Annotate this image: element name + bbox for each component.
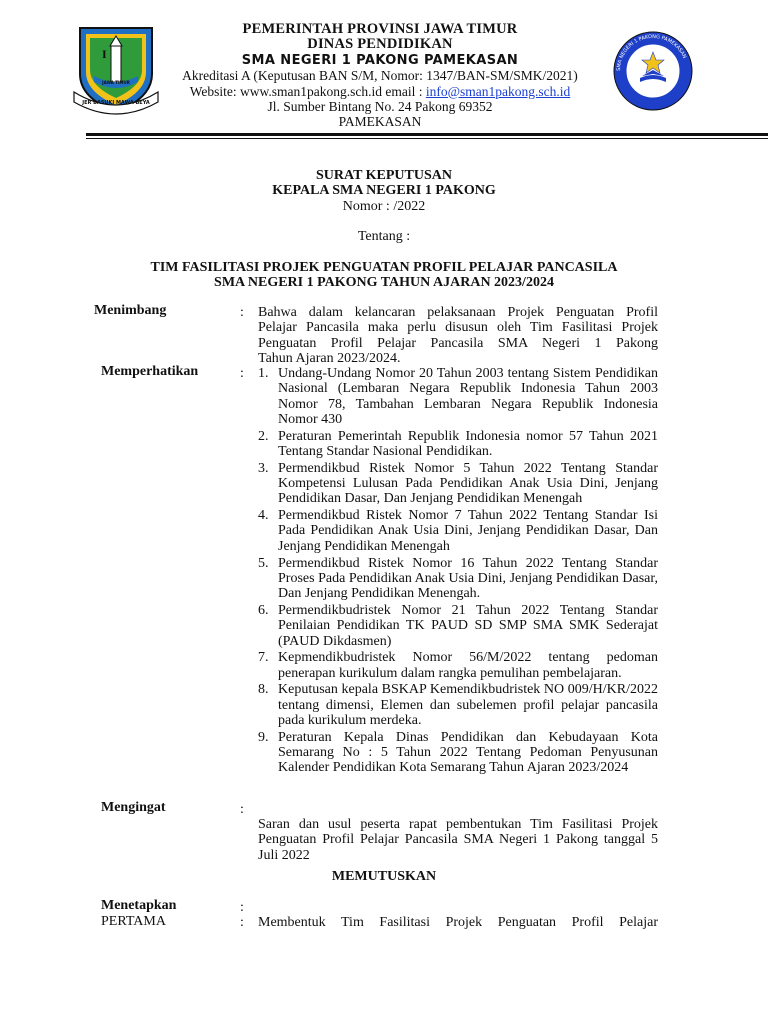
menimbang-line: Tahun Ajaran 2023/2024. <box>258 350 401 366</box>
menimbang-label: Menimbang <box>94 303 167 318</box>
crest-ribbon-bottom-text: JER BASUKI MAWA BEYA <box>82 100 150 106</box>
menimbang-line: Bahwa dalam kelancaran pelaksanaan Projek Penguatan Profil <box>258 305 658 320</box>
menimbang-line: Pelajar Pancasila maka perlu disusun oleh Tim Fasilitasi Projek <box>258 320 658 336</box>
pertama-colon: : <box>240 915 244 930</box>
doc-title: SURAT KEPUTUSAN <box>315 168 452 183</box>
letterhead-text <box>160 22 600 130</box>
subject-line-1: TIM FASILITASI PROJEK PENGUATAN PROFIL PELAJAR PANCASILA <box>150 260 618 275</box>
decision-heading: MEMUTUSKAN <box>331 869 437 884</box>
school-emblem-logo <box>612 30 694 112</box>
jawa-timur-crest-logo <box>70 22 162 116</box>
website-text: Website: www.sman1pakong.sch.id email : <box>189 83 426 99</box>
list-item: 5. Permendikbud Ristek Nomor 16 Tahun 2022 Tentang Standar Proses Pada Pendidikan Anak Usia Dini, Jenjang Pendidikan Dasar, Dan Jenjang Pendidikan Menengah. <box>258 555 658 602</box>
crest-ribbon-top-text: JAWA TIMUR <box>102 80 130 85</box>
accreditation: Akreditasi A (Keputusan BAN S/M, Nomor: 1347/BAN-SM/SMK/2021) <box>182 68 578 84</box>
menetapkan-colon: : <box>240 900 244 915</box>
doc-issuer: KEPALA SMA NEGERI 1 PAKONG <box>272 183 496 198</box>
memperhatikan-list <box>258 366 658 777</box>
letterhead-divider-thin <box>86 138 768 139</box>
pertama-text: Membentuk Tim Fasilitasi Projek Penguatan Profil Pelajar <box>258 915 658 930</box>
mengingat-label: Mengingat <box>101 800 166 815</box>
menimbang-line: Penguatan Profil Pelajar Pancasila SMA Negeri 1 Pakong <box>258 335 658 351</box>
contact-line <box>160 84 600 99</box>
mengingat-text: Saran dan usul peserta rapat pembentukan Tim Fasilitasi Projek Penguatan Profil Pelajar Pancasila SMA Negeri 1 Pakong tanggal 5 Juli 2022 <box>258 817 658 863</box>
about-label: Tentang : <box>357 229 411 244</box>
letterhead-divider-thick <box>86 133 768 136</box>
crest-roman-numeral: I <box>102 47 107 61</box>
list-item: 4. Permendikbud Ristek Nomor 7 Tahun 2022 Tentang Standar Isi Pada Pendidikan Anak Usia Dini, Jenjang Pendidikan Dasar, Dan Jenjang Pendidikan Menengah <box>258 508 658 554</box>
menimbang-colon: : <box>240 305 244 320</box>
city: PAMEKASAN <box>338 114 422 130</box>
list-item: 2. Peraturan Pemerintah Republik Indonesia nomor 57 Tahun 2021 Tentang Standar Nasional Pendidikan. <box>258 428 658 459</box>
menimbang-text <box>258 305 658 366</box>
department-name: DINAS PENDIDIKAN <box>307 36 453 53</box>
government-name: PEMERINTAH PROVINSI JAWA TIMUR <box>242 21 518 37</box>
memperhatikan-label: Memperhatikan <box>101 364 199 379</box>
letterhead <box>0 0 768 140</box>
list-item: 6. Permendikbudristek Nomor 21 Tahun 2022 Tentang Standar Penilaian Pendidikan TK PAUD SD SMP SMA SMK Sederajat (PAUD Dikdasmen) <box>258 602 658 649</box>
doc-number: Nomor : /2022 <box>342 199 426 214</box>
list-item: 7. Kepmendikbudristek Nomor 56/M/2022 tentang pedoman penerapan kurikulum dalam rangka pemulihan pembelajaran. <box>258 650 658 681</box>
list-item: 8. Keputusan kepala BSKAP Kemendikbudristek NO 009/H/KR/2022 tentang dimensi, Elemen dan subelemen profil pelajar pancasila pada kurikulum merdeka. <box>258 682 658 729</box>
pertama-label: PERTAMA <box>101 914 166 929</box>
email-link[interactable]: info@sman1pakong.sch.id <box>425 83 571 99</box>
list-item: 9. Peraturan Kepala Dinas Pendidikan dan Kebudayaan Kota Semarang No : 5 Tahun 2022 Tentang Pedoman Penyusunan Kalender Pendidikan Kota Semarang Tahun Ajaran 2023/2024 <box>258 729 658 776</box>
mengingat-colon: : <box>240 802 244 817</box>
menetapkan-label: Menetapkan <box>101 898 177 913</box>
list-item: 1. Undang-Undang Nomor 20 Tahun 2003 tentang Sistem Pendidikan Nasional (Lembaran Negara Republik Indonesia Tahun 2003 Nomor 78, Tambahan Lembaran Negara Republik Indonesia Nomor 430 <box>258 366 658 427</box>
list-item: 3. Permendikbud Ristek Nomor 5 Tahun 2022 Tentang Standar Kompetensi Lulusan Pada Pendidikan Anak Usia Dini, Jenjang Pendidikan Dasar, Dan Jenjang Pendidikan Menengah <box>258 460 658 507</box>
emblem-ring-text: SMA NEGERI 1 PAKONG PAMEKASAN <box>615 33 688 72</box>
memperhatikan-colon: : <box>240 366 244 381</box>
address: Jl. Sumber Bintang No. 24 Pakong 69352 <box>267 99 493 115</box>
school-name: SMA NEGERI 1 PAKONG PAMEKASAN <box>241 52 519 68</box>
subject-line-2: SMA NEGERI 1 PAKONG TAHUN AJARAN 2023/2024 <box>214 275 554 290</box>
